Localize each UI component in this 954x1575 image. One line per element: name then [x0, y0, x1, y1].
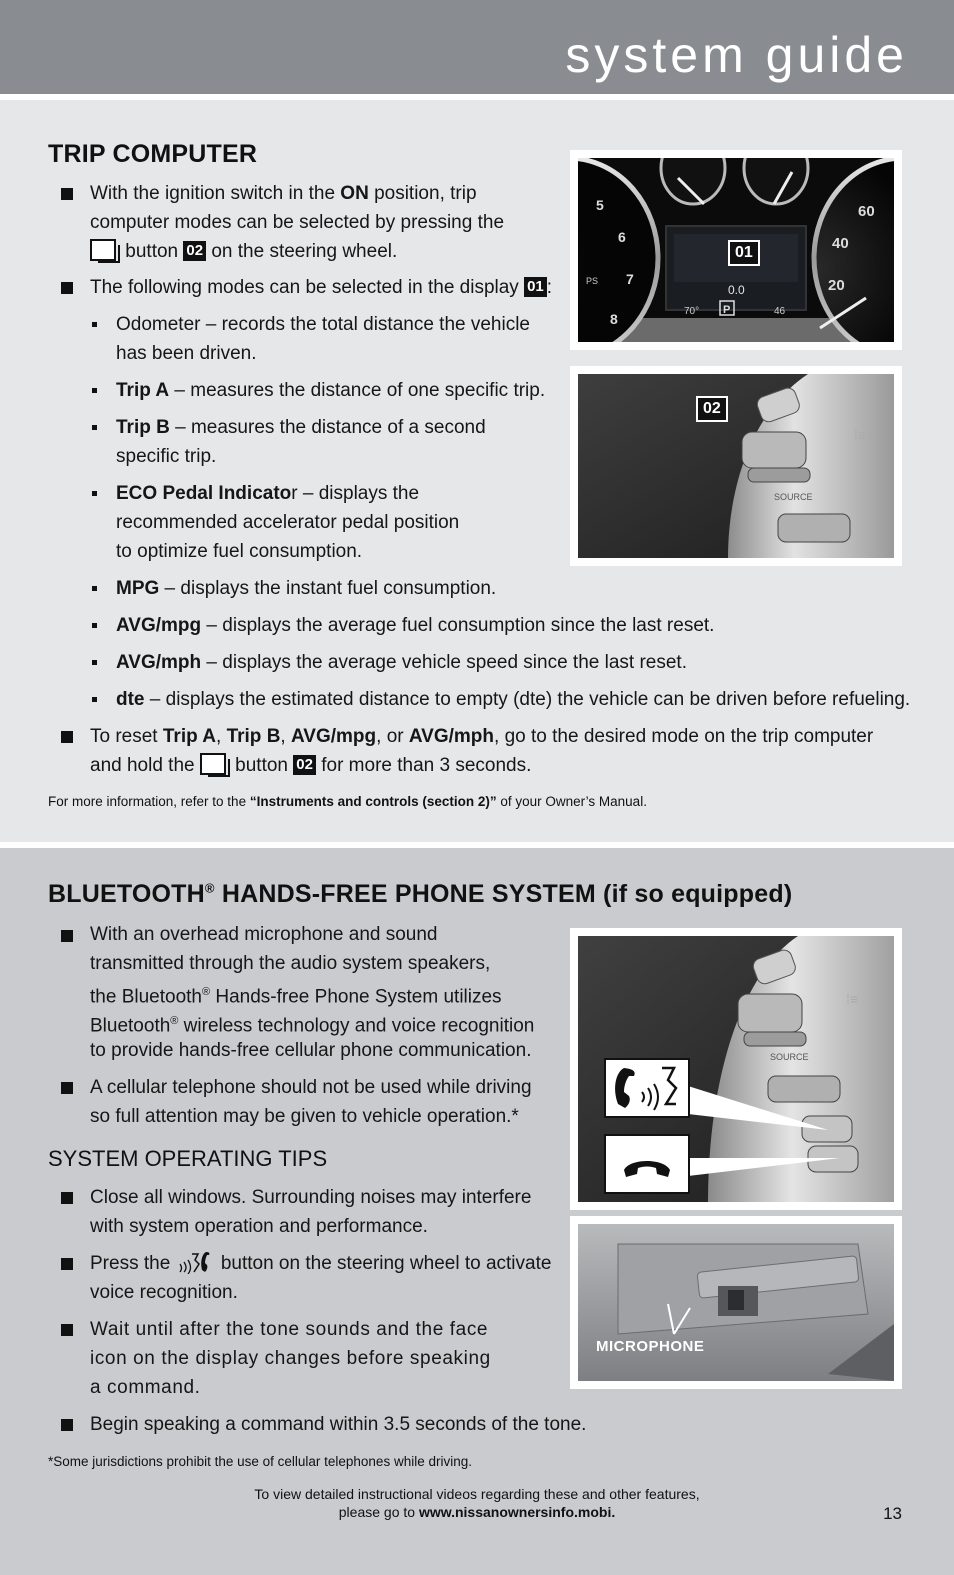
- gauge-label: 40: [832, 235, 849, 252]
- bt-bullet-2-line-2: so full attention may be given to vehicle operation.*: [90, 1106, 519, 1127]
- trip-a-line: Trip A – measures the distance of one specific trip.: [116, 380, 546, 401]
- trip-bullet-1-line-2: computer modes can be selected by pressing the: [90, 212, 505, 233]
- odometer-line-2: has been driven.: [116, 343, 257, 364]
- bt-bullet-1-line-4: Bluetooth® wireless technology and voice recognition: [90, 1015, 535, 1037]
- gauge-label: 20: [828, 277, 845, 294]
- cluster-photo-frame: [570, 150, 902, 350]
- bt-bullet-1-line-3: the Bluetooth® Hands-free Phone System utilizes: [90, 986, 502, 1008]
- hang-up-icon: [606, 1136, 688, 1192]
- bluetooth-section: [0, 848, 954, 1575]
- gauge-label: 8: [610, 311, 618, 327]
- reset-line-2: and hold the button 02 for more than 3 seconds.: [90, 751, 531, 780]
- cellphone-footnote: *Some jurisdictions prohibit the use of cellular telephones while driving.: [48, 1454, 472, 1469]
- odometer-line-1: Odometer – records the total distance the vehicle: [116, 314, 531, 335]
- trip-bullet-1-line-1: With the ignition switch in the ON position, trip: [90, 183, 477, 204]
- photo-badge-01: 01: [728, 240, 760, 266]
- page-title: system guide: [565, 27, 908, 83]
- avg-mpg-line: AVG/mpg – displays the average fuel consumption since the last reset.: [116, 615, 715, 636]
- bullet-square: [61, 1192, 73, 1204]
- source-label: SOURCE: [774, 492, 813, 502]
- talk-button-callout: [604, 1058, 690, 1118]
- hangup-button-callout: [604, 1134, 690, 1194]
- microphone-label: MICROPHONE: [596, 1338, 705, 1355]
- gauge-label: 60: [858, 203, 875, 220]
- svg-text:⁞≡: ⁞≡: [854, 427, 867, 443]
- sub-bullet-dot: [92, 623, 97, 628]
- gauge-label: 6: [618, 229, 626, 245]
- tip-2-line-2: voice recognition.: [90, 1282, 238, 1303]
- trip-computer-section: [0, 100, 954, 842]
- reset-line-1: To reset Trip A, Trip B, AVG/mpg, or AVG/mph, go to the desired mode on the trip computer: [90, 726, 874, 747]
- display-readout: 0.0: [728, 283, 745, 297]
- display-readout: 70°: [684, 306, 700, 317]
- bullet-square: [61, 930, 73, 942]
- sub-bullet-dot: [92, 697, 97, 702]
- bullet-square: [61, 1324, 73, 1336]
- avg-mph-line: AVG/mph – displays the average vehicle speed since the last reset.: [116, 652, 687, 673]
- page-number: 13: [883, 1504, 902, 1523]
- bt-bullet-2-line-1: A cellular telephone should not be used while driving: [90, 1077, 532, 1098]
- footer-line-2: please go to www.nissanownersinfo.mobi.: [338, 1504, 616, 1520]
- trip-computer-heading: TRIP COMPUTER: [48, 140, 258, 168]
- sub-bullet-dot: [92, 586, 97, 591]
- eco-line-2: recommended accelerator pedal position: [116, 512, 460, 533]
- tip-4: Begin speaking a command within 3.5 seconds of the tone.: [90, 1414, 587, 1435]
- sub-bullet-dot: [92, 322, 97, 327]
- voice-recognition-icon: [176, 1250, 216, 1274]
- source-label: SOURCE: [770, 1052, 809, 1062]
- tip-2-line-1: Press the button on the steering wheel to activate: [90, 1249, 551, 1278]
- bluetooth-heading: BLUETOOTH® HANDS-FREE PHONE SYSTEM (if so equipped): [48, 880, 793, 908]
- bullet-square: [61, 282, 73, 294]
- bullet-square: [61, 1419, 73, 1431]
- gauge-label: PS: [586, 276, 599, 286]
- tip-3-line-3: a command.: [90, 1377, 201, 1398]
- mpg-line: MPG – displays the instant fuel consumption.: [116, 578, 497, 599]
- steering-wheel-photo: [578, 374, 894, 558]
- bullet-square: [61, 188, 73, 200]
- bt-bullet-1-line-2: transmitted through the audio system speakers,: [90, 953, 491, 974]
- tip-1-line-2: with system operation and performance.: [90, 1216, 428, 1237]
- dte-line: dte – displays the estimated distance to empty (dte) the vehicle can be driven before refueling.: [116, 689, 911, 710]
- photo-badge-02: 02: [696, 396, 728, 422]
- display-readout: P: [723, 304, 731, 316]
- trip-bullet-1-line-3: button 02 on the steering wheel.: [90, 237, 397, 266]
- gauge-label: 7: [626, 271, 634, 287]
- trip-b-line-2: specific trip.: [116, 446, 217, 467]
- callout-badge-01: 01: [524, 277, 547, 297]
- sub-bullet-dot: [92, 425, 97, 430]
- tip-3-line-2: icon on the display changes before speaking: [90, 1348, 491, 1369]
- microphone-photo-frame: [570, 1216, 902, 1389]
- callout-badge-02: 02: [293, 755, 316, 775]
- steering-photo-frame: [570, 366, 902, 566]
- tip-1-line-1: Close all windows. Surrounding noises may interfere: [90, 1187, 532, 1208]
- phone-voice-icon: [606, 1060, 688, 1116]
- trip-b-line-1: Trip B – measures the distance of a second: [116, 417, 486, 438]
- trip-bullet-2: The following modes can be selected in the display 01 :: [90, 277, 553, 298]
- sub-bullet-dot: [92, 660, 97, 665]
- tips-heading: SYSTEM OPERATING TIPS: [48, 1146, 328, 1171]
- footer-url[interactable]: www.nissanownersinfo.mobi.: [418, 1504, 616, 1520]
- eco-line-3: to optimize fuel consumption.: [116, 541, 363, 562]
- footer-line-1: To view detailed instructional videos regarding these and other features,: [254, 1486, 700, 1502]
- display-readout: 46: [774, 306, 786, 317]
- display-button-icon: [90, 237, 120, 263]
- microphone-photo: [578, 1224, 894, 1381]
- bt-bullet-1-line-1: With an overhead microphone and sound: [90, 924, 438, 945]
- owners-manual-note: For more information, refer to the “Instruments and controls (section 2)” of your Owner’s Manual.: [48, 794, 647, 809]
- eco-line-1: ECO Pedal Indicator – displays the: [116, 483, 420, 504]
- bullet-square: [61, 1082, 73, 1094]
- bullet-square: [61, 731, 73, 743]
- sub-bullet-dot: [92, 491, 97, 496]
- gauge-label: 5: [596, 197, 604, 213]
- bt-bullet-1-line-5: to provide hands-free cellular phone communication.: [90, 1040, 532, 1061]
- svg-text:⁞≡: ⁞≡: [846, 991, 859, 1007]
- tip-3-line-1: Wait until after the tone sounds and the face: [90, 1319, 489, 1340]
- display-button-icon: [200, 751, 230, 777]
- page-header: [0, 0, 954, 94]
- sub-bullet-dot: [92, 388, 97, 393]
- callout-badge-02: 02: [183, 241, 206, 261]
- bullet-square: [61, 1258, 73, 1270]
- phone-buttons-photo-frame: [570, 928, 902, 1210]
